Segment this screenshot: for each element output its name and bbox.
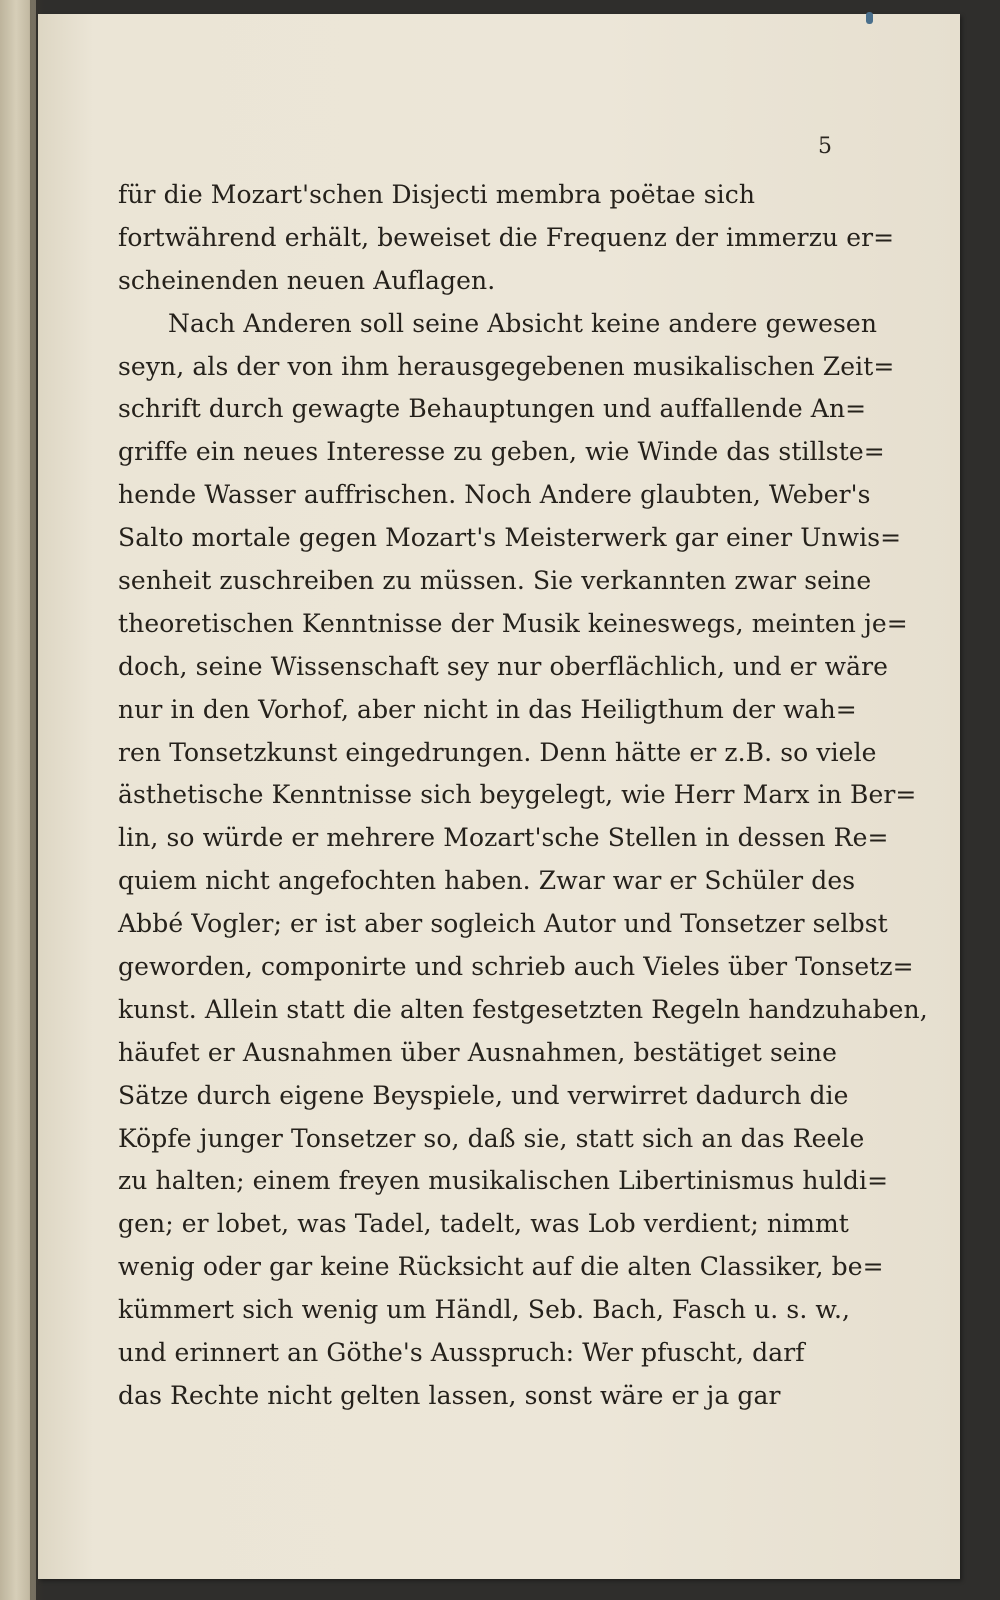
text-line: und erinnert an Göthe's Ausspruch: Wer pfuscht, darf (118, 1338, 805, 1368)
text-line: fortwährend erhält, beweiset die Frequenz der immerzu er= (118, 222, 895, 252)
text-line: für die Mozart'schen Disjecti membra poëtae sich (118, 180, 756, 209)
text-line: doch, seine Wissenschaft sey nur oberflächlich, und er wäre (118, 651, 889, 681)
text-line: lin, so würde er mehrere Mozart'sche Stellen in dessen Re= (118, 823, 889, 853)
page-number: 5 (818, 134, 832, 159)
text-line: theoretischen Kenntnisse der Musik keineswegs, meinten je= (118, 608, 908, 638)
text-line: Salto mortale gegen Mozart's Meisterwerk gar einer Unwis= (118, 523, 902, 553)
ink-mark (866, 12, 873, 24)
text-line: Abbé Vogler; er ist aber sogleich Autor und Tonsetzer selbst (118, 909, 888, 939)
text-line: griffe ein neues Interesse zu geben, wie Winde das stillste= (118, 437, 885, 467)
text-line: ren Tonsetzkunst eingedrungen. Denn hätte er z.B. so viele (118, 737, 877, 767)
text-line: häufet er Ausnahmen über Ausnahmen, bestätiget seine (118, 1037, 837, 1067)
text-line: scheinenden neuen Auflagen. (118, 265, 496, 295)
text-line: das Rechte nicht gelten lassen, sonst wäre er ja gar (118, 1380, 781, 1410)
text-line: kümmert sich wenig um Händl, Seb. Bach, Fasch u. s. w., (118, 1295, 851, 1325)
text-line: Köpfe junger Tonsetzer so, daß sie, statt sich an das Reele (118, 1123, 865, 1153)
text-line: quiem nicht angefochten haben. Zwar war er Schüler des (118, 866, 856, 896)
text-line: nur in den Vorhof, aber nicht in das Heiligthum der wah= (118, 694, 857, 724)
text-line: Sätze durch eigene Beyspiele, und verwirret dadurch die (118, 1080, 849, 1110)
text-line: hende Wasser auffrischen. Noch Andere glaubten, Weber's (118, 480, 871, 510)
text-line: geworden, componirte und schrieb auch Vieles über Tonsetz= (118, 952, 914, 982)
text-line: senheit zuschreiben zu müssen. Sie verkannten zwar seine (118, 566, 872, 596)
text-line: Nach Anderen soll seine Absicht keine andere gewesen (168, 308, 878, 338)
text-line: schrift durch gewagte Behauptungen und auffallende An= (118, 394, 867, 424)
text-line: gen; er lobet, was Tadel, tadelt, was Lob verdient; nimmt (118, 1209, 849, 1239)
text-line: wenig oder gar keine Rücksicht auf die alten Classiker, be= (118, 1252, 884, 1282)
book-page (38, 14, 960, 1579)
text-line: zu halten; einem freyen musikalischen Libertinismus huldi= (118, 1166, 889, 1196)
text-line: ästhetische Kenntnisse sich beygelegt, wie Herr Marx in Ber= (118, 780, 917, 810)
text-line: seyn, als der von ihm herausgegebenen musikalischen Zeit= (118, 351, 895, 381)
text-line: kunst. Allein statt die alten festgesetzten Regeln handzuhaben, (118, 994, 928, 1024)
page-text (118, 174, 928, 1418)
